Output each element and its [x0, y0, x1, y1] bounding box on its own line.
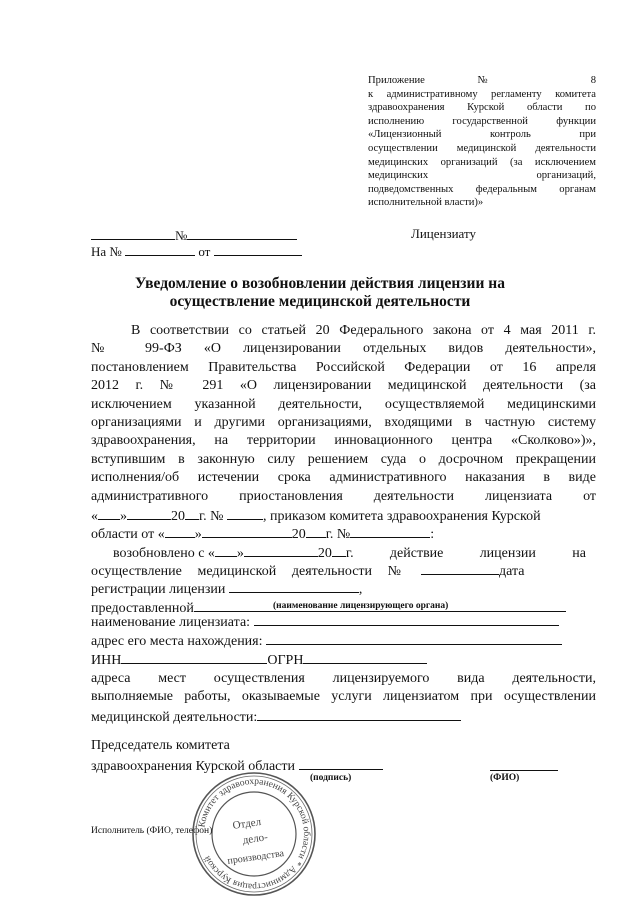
year-blank — [306, 524, 326, 538]
licensee-address-blank — [266, 631, 562, 645]
body-line: адреса мест осуществления лицензируемого вида деятельности, — [91, 671, 596, 686]
body-line: « » 20 г. № , приказом комитета здравоохранения Курской — [91, 506, 596, 524]
month-blank — [202, 524, 292, 538]
inn-ogrn-row: ИНН ОГРН — [91, 650, 427, 669]
body-line: вступившим в законную силу решением суда о досрочном прекращении — [91, 451, 596, 467]
appendix-line: медицинских организаций (за исключением — [368, 156, 596, 168]
body-line: исполнения/об истечении срока административного наказания в виде — [91, 470, 596, 486]
body-line: области от « » 20 г. № : — [91, 524, 596, 542]
licensee-name-row: наименование лицензиата: — [91, 612, 559, 631]
signature-blank — [299, 756, 383, 770]
body-line: здравоохранения, на территории инновационного центра «Сколково»)», — [91, 433, 596, 449]
appendix-block — [368, 74, 596, 210]
license-number-blank — [421, 561, 499, 575]
body-line: возобновлено с « » 20 г. действие лицензии на — [91, 543, 596, 561]
body-line: 2012 г. № 291 «О лицензировании медицинской деятельности (за — [91, 378, 596, 394]
document-title-line2: осуществление медицинской деятельности — [169, 293, 471, 310]
executor-label: Исполнитель (ФИО, телефон) — [91, 826, 213, 836]
appendix-line: подведомственных федеральным органам — [368, 183, 596, 195]
day-blank — [215, 543, 237, 557]
licensee-address-row: адрес его места нахождения: — [91, 631, 562, 650]
body-line: постановлением Правительства Российской Федерации от 16 апреля — [91, 359, 596, 375]
body-line: административного приостановления деятельности лицензиата от — [91, 488, 596, 504]
year-blank — [332, 543, 346, 557]
order-number-blank — [350, 524, 430, 538]
month-blank — [244, 543, 318, 557]
ot-label: от — [198, 244, 211, 259]
licensee-name-blank — [254, 612, 559, 626]
appendix-line: к административному регламенту комитета — [368, 88, 596, 100]
body-line: осуществление медицинской деятельности № дата — [91, 561, 596, 579]
addressee: Лицензиату — [411, 226, 476, 241]
body-line: организациями и другими организациями, входящими в частную систему — [91, 414, 596, 430]
fio-caption: (ФИО) — [490, 773, 520, 783]
body-line: медицинской деятельности: — [91, 707, 596, 725]
stamp-line1: Отдел — [231, 815, 262, 832]
appendix-line: «Лицензионный контроль при — [368, 129, 596, 141]
month-blank — [127, 506, 171, 520]
body-line: исключением указанной деятельности, осуществляемой медицинскими — [91, 396, 596, 412]
appendix-line: Приложение № 8 — [368, 75, 596, 86]
official-stamp — [190, 770, 318, 898]
activity-addresses-blank — [257, 707, 461, 721]
na-blank — [125, 242, 195, 256]
appendix-line: исполнению государственной функции — [368, 115, 596, 127]
number-blank — [187, 226, 297, 240]
body-line: регистрации лицензии , — [91, 579, 596, 597]
year-blank — [185, 506, 199, 520]
document-body — [91, 322, 596, 616]
day-blank — [165, 524, 195, 538]
body-line: В соответствии со статьей 20 Федерального закона от 4 мая 2011 г. — [131, 323, 596, 338]
incoming-number-row — [91, 242, 302, 260]
ot-blank — [214, 242, 302, 256]
stamp-line3: производства — [226, 848, 285, 867]
signature-row: здравоохранения Курской области — [91, 756, 383, 775]
body-line: предоставленной — [91, 598, 596, 616]
appendix-line: осуществлении медицинской деятельности — [368, 142, 596, 154]
ogrn-blank — [303, 650, 427, 664]
order-number-blank — [227, 506, 263, 520]
day-blank — [98, 506, 120, 520]
licensing-authority-caption: (наименование лицензирующего органа) — [273, 601, 449, 611]
activity-addresses-block — [91, 670, 596, 725]
na-label: На № — [91, 244, 122, 259]
body-line: выполняемые работы, оказываемые услуги лицензиатом при осуществлении — [91, 689, 596, 705]
appendix-line: исполнительной власти)» — [368, 197, 484, 209]
appendix-line: медицинских организаций, — [368, 170, 596, 182]
inn-blank — [121, 650, 267, 664]
number-label: № — [175, 228, 188, 243]
stamp-ring-text: Комитет здравоохранения Курской области * Администрация Курской — [197, 776, 312, 892]
appendix-line: здравоохранения Курской области по — [368, 102, 596, 114]
body-line: № 99-ФЗ «О лицензировании отдельных видов деятельности», — [91, 341, 596, 357]
registration-date-blank — [229, 579, 359, 593]
date-blank — [91, 226, 175, 240]
chairman-title: Председатель комитета — [91, 738, 230, 753]
stamp-line2: дело- — [241, 831, 269, 847]
document-title-line1: Уведомление о возобновлении действия лицензии на — [135, 275, 505, 292]
signature-caption: (подпись) — [310, 773, 352, 783]
